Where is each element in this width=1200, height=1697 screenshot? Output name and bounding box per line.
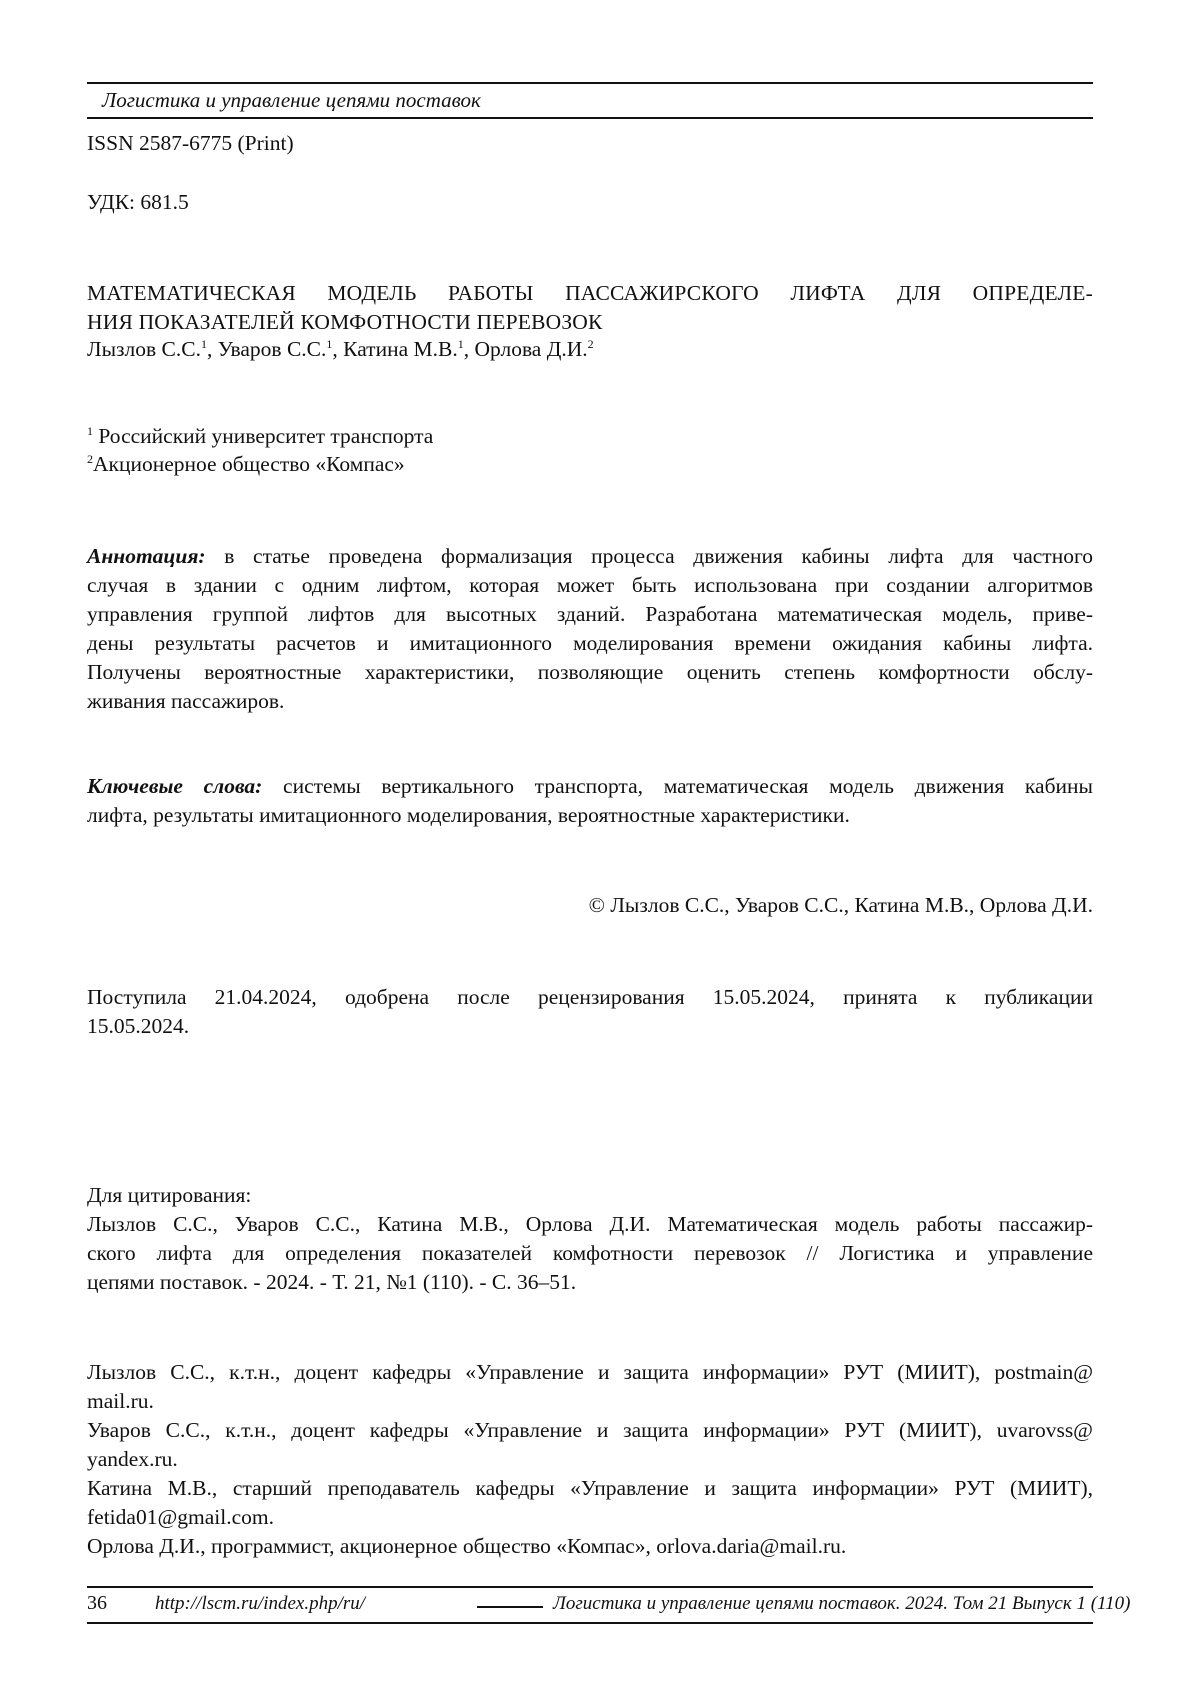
citation-line: ского лифта для определения показателей комфотности перевозок // Логистика и управление (87, 1241, 1093, 1265)
received-dates (87, 983, 1093, 1041)
footer-rule-top (87, 1586, 1093, 1588)
page-number: 36 (87, 1592, 107, 1614)
footer-rule-bottom (87, 1622, 1093, 1624)
author-info-line: Орлова Д.И., программист, акционерное общество «Компас», orlova.daria@mail.ru. (87, 1534, 847, 1558)
article-title-line2: НИЯ ПОКАЗАТЕЛЕЙ КОМФОТНОСТИ ПЕРЕВОЗОК (87, 310, 603, 334)
author-affiliation-mark: 2 (587, 337, 594, 351)
author-name: Уваров С.С. (217, 337, 327, 361)
footer-dash (477, 1606, 543, 1608)
affiliation-2 (87, 452, 405, 477)
header-rule-bottom (87, 117, 1093, 119)
author-affiliation-mark: 1 (200, 337, 207, 351)
abstract (87, 542, 1093, 716)
keywords-line: лифта, результаты имитационного моделирования, вероятностные характеристики. (87, 803, 850, 827)
journal-url-link[interactable]: http://lscm.ru/index.php/ru/ (155, 1593, 366, 1614)
page-footer (87, 1591, 1131, 1619)
author-name: Катина М.В. (343, 337, 458, 361)
abstract-label: Аннотация: (87, 544, 206, 568)
keywords-line: Ключевые слова: системы вертикального транспорта, математическая модель движения кабины (87, 774, 1093, 798)
author-info-line: Лызлов С.С., к.т.н., доцент кафедры «Управление и защита информации» РУТ (МИИТ), postmain@ (87, 1360, 1093, 1384)
abstract-line: Аннотация: в статье проведена формализация процесса движения кабины лифта для частного (87, 544, 1093, 568)
citation-line: цепями поставок. - 2024. - Т. 21, №1 (110). - С. 36–51. (87, 1270, 577, 1294)
affiliation-name: Российский университет транспорта (98, 424, 434, 448)
udk: УДК: 681.5 (87, 190, 189, 214)
keywords (87, 772, 1093, 830)
footer-journal-issue: Логистика и управление цепями поставок. 2024. Том 21 Выпуск 1 (110) (553, 1593, 1131, 1614)
article-title-line1: МАТЕМАТИЧЕСКАЯ МОДЕЛЬ РАБОТЫ ПАССАЖИРСКОГО ЛИФТА ДЛЯ ОПРЕДЕЛЕ- (87, 281, 1093, 305)
abstract-line: Получены вероятностные характеристики, позволяющие оценить степень комфортности обслу- (87, 660, 1093, 684)
article-title (87, 279, 1093, 337)
affiliation-number: 2 (87, 452, 93, 466)
abstract-line: случая в здании с одним лифтом, которая может быть использована при создании алгоритмов (87, 573, 1093, 597)
issn: ISSN 2587-6775 (Print) (87, 131, 294, 155)
abstract-line: дены результаты расчетов и имитационного моделирования времени ожидания кабины лифта. (87, 631, 1093, 655)
affiliation-number: 1 (87, 424, 93, 438)
abstract-line: управления группой лифтов для высотных зданий. Разработана математическая модель, приве- (87, 602, 1093, 626)
author-info (87, 1358, 1093, 1561)
affiliation-name: Акционерное общество «Компас» (93, 452, 405, 476)
citation-label: Для цитирования: (87, 1183, 252, 1207)
received-line: Поступила 21.04.2024, одобрена после рецензирования 15.05.2024, принята к публикации (87, 985, 1093, 1009)
received-line: 15.05.2024. (87, 1014, 190, 1038)
author-affiliation-mark: 1 (457, 337, 464, 351)
copyright: © Лызлов С.С., Уваров С.С., Катина М.В., Орлова Д.И. (588, 893, 1093, 917)
author-info-line: Катина М.В., старший преподаватель кафедры «Управление и защита информации» РУТ (МИИТ), (87, 1476, 1093, 1500)
author-info-line: fetida01@gmail.com. (87, 1505, 274, 1529)
author-name: Орлова Д.И. (474, 337, 588, 361)
keywords-label: Ключевые слова: (87, 774, 263, 798)
author-name: Лызлов С.С. (87, 337, 201, 361)
header-rule-top (87, 82, 1093, 84)
affiliation-1 (87, 424, 433, 449)
abstract-line: живания пассажиров. (87, 689, 285, 713)
author-info-line: Уваров С.С., к.т.н., доцент кафедры «Управление и защита информации» РУТ (МИИТ), uvarovss@ (87, 1418, 1093, 1442)
citation-line: Лызлов С.С., Уваров С.С., Катина М.В., Орлова Д.И. Математическая модель работы пассажир- (87, 1212, 1093, 1236)
author-affiliation-mark: 1 (326, 337, 333, 351)
running-header-title: Логистика и управление цепями поставок (102, 88, 481, 112)
author-info-line: mail.ru. (87, 1389, 154, 1413)
author-info-line: yandex.ru. (87, 1447, 178, 1471)
authors-line: Лызлов С.С.$^1$, Уваров С.С.$^1$, Катина М.В.$^1$, Орлова Д.И.$^2$ (87, 337, 594, 361)
citation (87, 1181, 1093, 1297)
